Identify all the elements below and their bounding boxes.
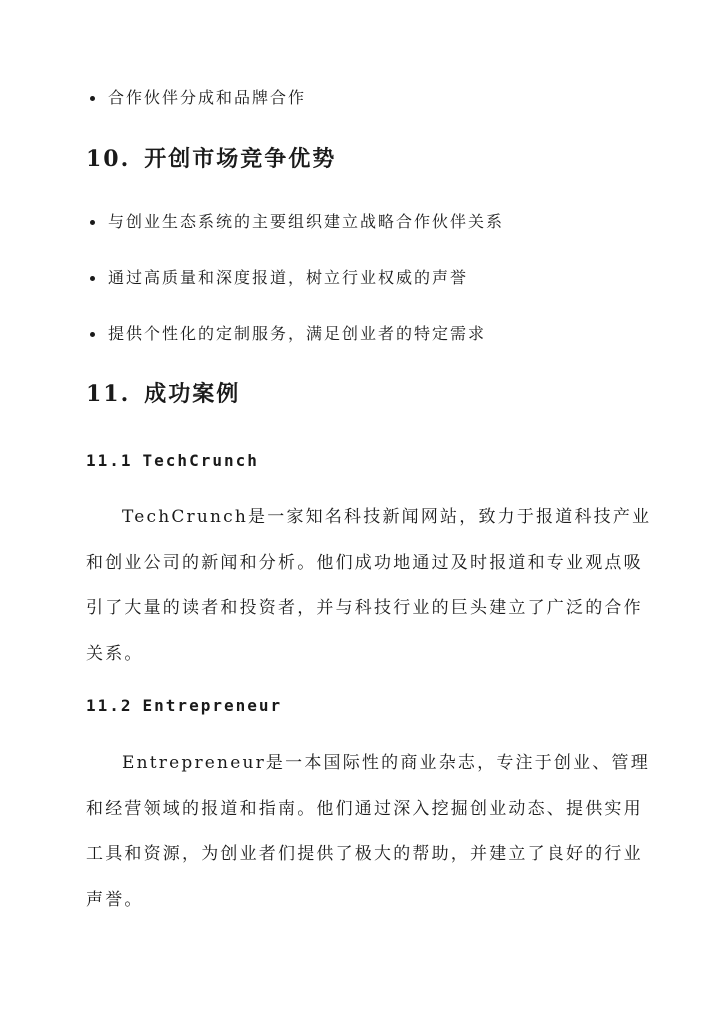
paragraph-line: 引了大量的读者和投资者，并与科技行业的巨头建立了广泛的合作 bbox=[86, 598, 643, 618]
list-item-text: 通过高质量和深度报道，树立行业权威的声誉 bbox=[108, 268, 469, 287]
section-heading-11 bbox=[86, 380, 240, 408]
subsection-title: TechCrunch bbox=[142, 451, 259, 470]
list-item-text: 提供个性化的定制服务，满足创业者的特定需求 bbox=[108, 324, 487, 343]
subsection-heading-11-1 bbox=[86, 451, 259, 471]
bullet-dot-icon bbox=[90, 96, 95, 101]
paragraph-line: TechCrunch是一家知名科技新闻网站，致力于报道科技产业 bbox=[122, 507, 652, 527]
list-item bbox=[108, 324, 486, 344]
paragraph-line: 关系。 bbox=[86, 643, 144, 664]
paragraph-line: 和创业公司的新闻和分析。他们成功地通过及时报道和专业观点吸 bbox=[86, 552, 643, 573]
section-title: 成功案例 bbox=[144, 381, 241, 407]
list-item-text: 合作伙伴分成和品牌合作 bbox=[108, 88, 307, 107]
list-item bbox=[108, 212, 504, 232]
subsection-number: 11.1 bbox=[86, 451, 133, 470]
section-number: 10. bbox=[86, 146, 131, 172]
section-heading-10 bbox=[86, 145, 336, 173]
section-number: 11. bbox=[86, 381, 131, 407]
paragraph-line: Entrepreneur是一本国际性的商业杂志，专注于创业、管理 bbox=[122, 753, 650, 773]
paragraph-line: 声誉。 bbox=[86, 889, 144, 910]
list-item bbox=[108, 88, 306, 108]
paragraph-line: 和经营领域的报道和指南。他们通过深入挖掘创业动态、提供实用 bbox=[86, 798, 643, 819]
paragraph-line: 工具和资源，为创业者们提供了极大的帮助，并建立了良好的行业 bbox=[86, 844, 643, 864]
subsection-title: Entrepreneur bbox=[142, 696, 283, 715]
bullet-dot-icon bbox=[90, 276, 95, 281]
bullet-dot-icon bbox=[90, 332, 95, 337]
paragraph-entrepreneur bbox=[86, 741, 650, 923]
bullet-dot-icon bbox=[90, 220, 95, 225]
list-item-text: 与创业生态系统的主要组织建立战略合作伙伴关系 bbox=[108, 212, 505, 231]
list-item bbox=[108, 268, 468, 288]
section-title: 开创市场竞争优势 bbox=[144, 146, 337, 172]
subsection-heading-11-2 bbox=[86, 696, 282, 716]
subsection-number: 11.2 bbox=[86, 696, 133, 715]
paragraph-techcrunch bbox=[86, 495, 652, 677]
